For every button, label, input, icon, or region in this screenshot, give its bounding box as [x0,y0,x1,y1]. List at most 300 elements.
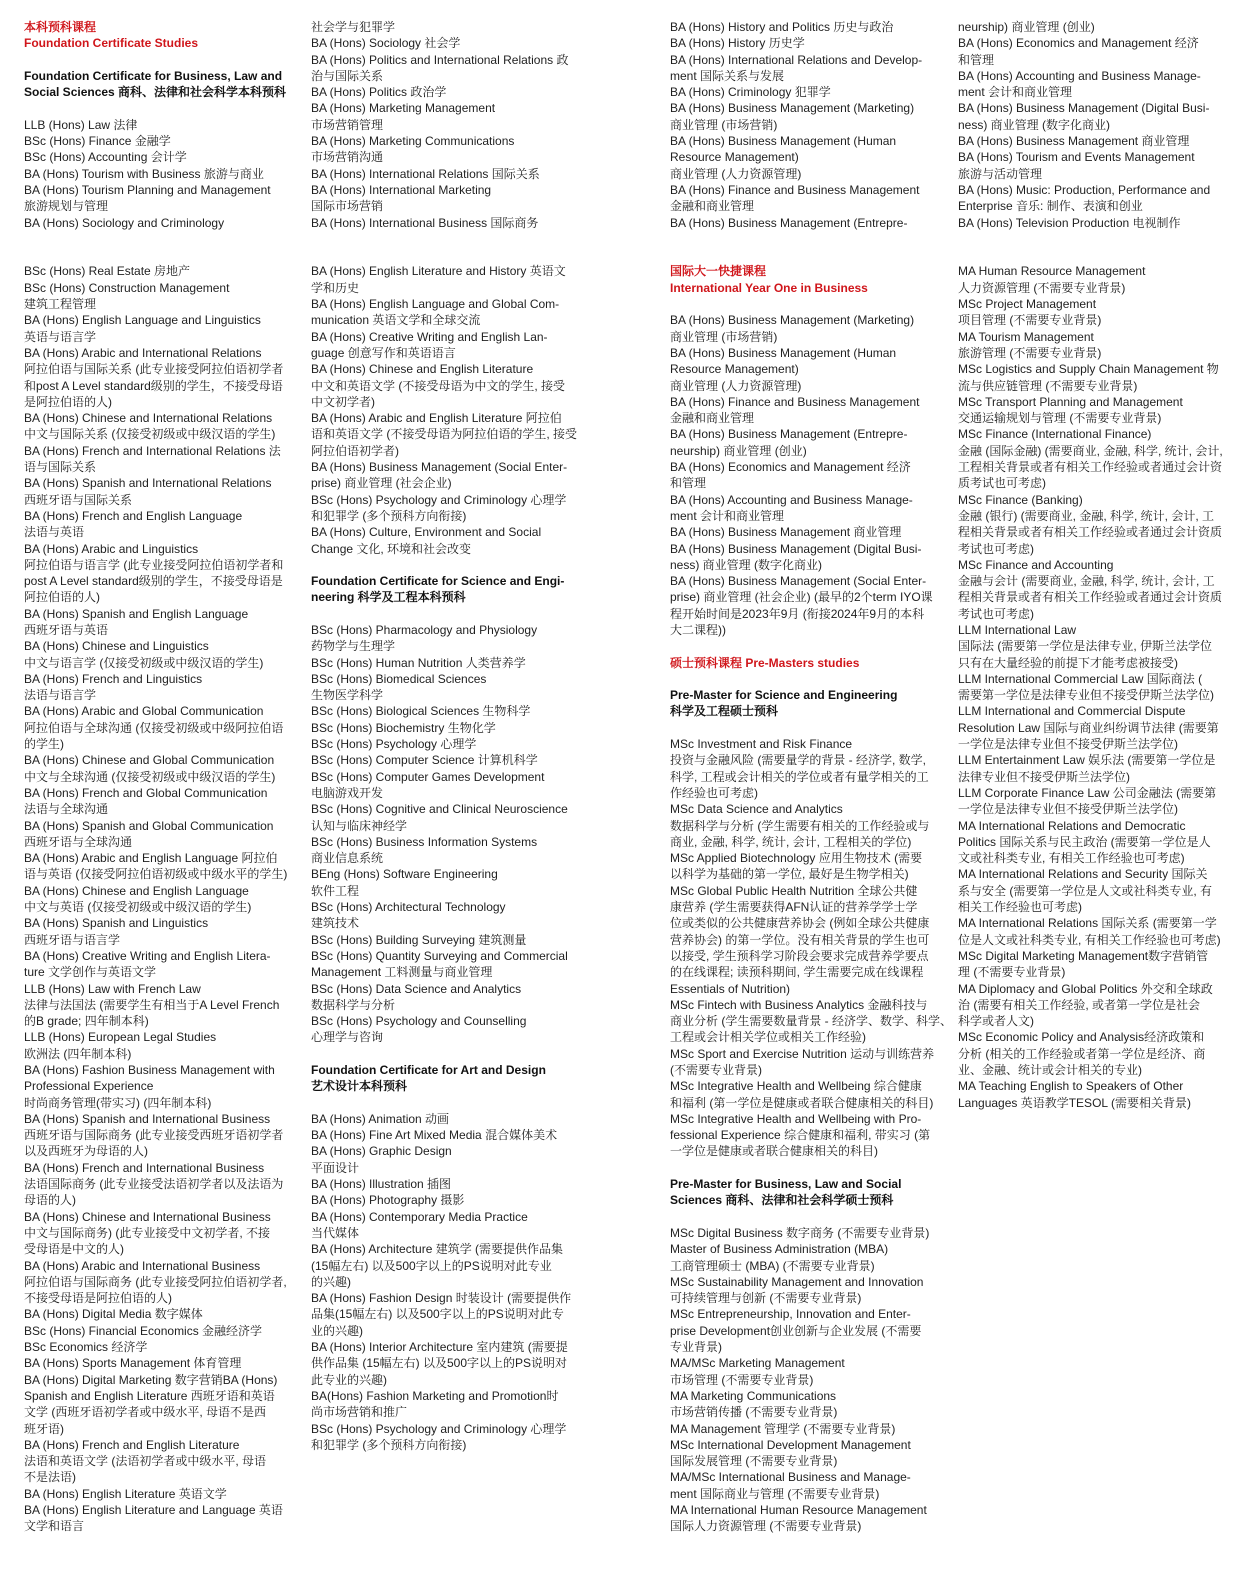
spacer [311,1095,573,1111]
course-line: BA (Hons) Business Management 商业管理 [670,525,902,540]
course-line: MA Tourism Management [958,329,1094,344]
course-line: 文学 (西班牙语初学者或中级水平, 母语不是西 [24,1405,266,1420]
course-line: 国际人力资源管理 (不需要专业背景) [670,1519,862,1534]
spacer [24,247,286,263]
course-line: 以接受, 学生预科学习阶段会要求完成营养学要点 [670,948,929,963]
course-line: BSc (Hons) Psychology 心理学 [311,737,477,752]
course-line: BSc (Hons) Architectural Technology [311,900,506,915]
course-line: Enterprise 音乐: 制作、表演和创业 [958,199,1143,214]
course-line: 位或类似的公共健康营养协会 (例如全球公共健康 [670,916,930,931]
course-line: prise Development创业创新与企业发展 (不需要 [670,1323,922,1338]
subsection-heading: Foundation Certificate for Science and Engi- [311,574,565,589]
course-line: 语与国际关系 [24,460,97,475]
course-line: 学和历史 [311,280,360,295]
course-line: BA (Hons) Fashion Business Management with [24,1063,275,1077]
subsection-heading: Foundation Certificate for Art and Design [311,1063,546,1077]
course-line: MA/MSc International Business and Manage- [670,1470,911,1485]
course-line: 可持续管理与创新 (不需要专业背景) [670,1291,862,1306]
course-line: BA (Hons) Finance and Business Management [670,394,920,409]
course-line: 考试也可考虑) [958,606,1034,621]
course-line: BA (Hons) Business Management (Human [670,345,897,360]
course-line: 中文与国际关系 (仅接受初级或中级汉语的学生) [24,427,276,442]
course-line: 的学生) [24,737,64,752]
spacer [958,247,1220,263]
course-line: 作经验也可考虑) [670,785,758,800]
course-line: BSc (Hons) Biochemistry 生物化学 [311,720,496,735]
course-line: BA (Hons) French and Linguistics [24,671,203,686]
course-line: 生物医学科学 [311,688,384,703]
section-heading: Foundation Certificate Studies [24,36,199,51]
course-line: MSc Logistics and Supply Chain Management 物 [958,362,1219,377]
course-line: 商业管理 (人力资源管理) [670,378,802,393]
course-line: ture 文学创作与英语文学 [24,965,157,980]
course-line: MSc Integrative Health and Wellbeing with Pro- [670,1111,922,1126]
course-line: 交通运输规划与管理 (不需要专业背景) [958,411,1162,426]
course-line: BSc (Hons) Human Nutrition 人类营养学 [311,655,526,670]
course-line: 只有在大量经验的前提下才能考虑被接受) [958,655,1178,670]
course-line: BA (Hons) Business Management 商业管理 [958,134,1190,149]
course-line: 以科学为基础的第一学位, 最好是生物学相关) [670,867,909,882]
spacer [670,1209,932,1225]
course-line: BA (Hons) Arabic and English Language 阿拉伯 [24,851,278,866]
course-line: 国际市场营销 [311,199,384,214]
course-line: BA (Hons) Business Management (Human [670,134,897,149]
course-line: 的在线课程; 读预科期间, 学生需要完成在线课程 [670,965,924,980]
course-line: 市场营销沟通 [311,150,384,165]
course-line: 中文与国际商务) (此专业接受中文初学者, 不接 [24,1225,270,1240]
course-line: BA (Hons) Business Management (Entrepre- [670,215,908,230]
course-line: 市场管理 (不需要专业背景) [670,1372,814,1387]
course-line: MA International Relations and Security 国际关 [958,867,1208,882]
course-line: 西班牙语与国际商务 (此专业接受西班牙语初学者 [24,1128,284,1143]
course-line: 营养协会) 的第一学位。没有相关背景的学生也可 [670,932,930,947]
course-line: 以及西班牙为母语的人) [24,1144,148,1159]
course-line: MA/MSc Marketing Management [670,1356,845,1371]
course-line: BA (Hons) International Relations 国际关系 [311,166,540,181]
spacer [311,606,573,622]
course-line: BA (Hons) French and International Relations 法 [24,443,281,458]
course-line: 一学位是法律专业但不接受伊斯兰法学位) [958,737,1178,752]
course-line: 和福利 (第一学位是健康或者联合健康相关的科目) [670,1095,934,1110]
course-line: Change 文化, 环境和社会改变 [311,541,472,556]
course-line: 国际法 (需要第一学位是法律专业, 伊斯兰法学位 [958,639,1212,654]
section-heading: International Year One in Business [670,280,868,295]
course-line: MSc Sustainability Management and Innovation [670,1274,924,1289]
course-line: 当代媒体 [311,1225,360,1240]
section-heading: 硕士预科课程 Pre-Masters studies [670,655,860,670]
course-line: MSc Digital Business 数字商务 (不需要专业背景) [670,1225,930,1240]
course-line: BSc (Hons) Psychology and Criminology 心理学 [311,1421,567,1436]
course-line: BA (Hons) Architecture 建筑学 (需要提供作品集 [311,1242,564,1257]
course-line: MSc International Development Management [670,1437,911,1452]
course-line: BA (Hons) Creative Writing and English Lan- [311,329,548,344]
course-line: 法语国际商务 (此专业接受法语初学者以及法语为 [24,1177,284,1192]
course-line: 系与安全 (需要第一学位是人文或社科类专业, 有 [958,883,1212,898]
course-line: BSc (Hons) Cognitive and Clinical Neuroscience [311,802,568,817]
course-line: BSc (Hons) Building Surveying 建筑测量 [311,932,527,947]
course-line: 中文与语言学 (仅接受初级或中级汉语的学生) [24,655,264,670]
course-line: 国际发展管理 (不需要专业背景) [670,1454,838,1469]
course-line: 位是人文或社科类专业, 有相关工作经验也可考虑) [958,932,1221,947]
course-line: 尚市场营销和推广 [311,1405,408,1420]
course-line: BA (Hons) Contemporary Media Practice [311,1209,528,1224]
course-line: 数据科学与分析 (学生需要有相关的工作经验或与 [670,818,930,833]
spacer [311,231,573,247]
course-line: BA (Hons) Arabic and Global Communication [24,704,264,719]
course-line: 认知与临床神经学 [311,818,408,833]
course-line: 和管理 [670,476,707,491]
course-line: guage 创意写作和英语语言 [311,345,456,360]
course-line: BA (Hons) International Business 国际商务 [311,215,539,230]
course-line: 不接受母语是阿拉伯语的人) [24,1291,172,1306]
course-line: BA (Hons) Business Management (Marketing) [670,313,915,328]
course-line: BSc (Hons) Construction Management [24,280,230,295]
course-line: Politics 国际关系与民主政治 (需要第一学位是人 [958,834,1211,849]
course-line: 旅游管理 (不需要专业背景) [958,345,1102,360]
spacer [24,52,286,68]
course-line: 治与国际关系 [311,68,384,83]
spacer [311,1046,573,1062]
course-line: BA (Hons) English Literature and History 英语文 [311,264,566,279]
course-line: BSc (Hons) Financial Economics 金融经济学 [24,1323,263,1338]
course-line: BA (Hons) English Language and Linguistics [24,313,261,328]
course-line: MSc Digital Marketing Management数字营销管 [958,948,1209,963]
course-line: 业、金融、统计或会计相关的专业) [958,1063,1142,1077]
course-line: Essentials of Nutrition) [670,981,791,996]
course-line: 康营养 (学生需要获得AFN认证的营养学学士学 [670,900,918,915]
course-line: 供作品集 (15幅左右) 以及500字以上的PS说明对 [311,1356,568,1371]
course-line: MA Management 管理学 (不需要专业背景) [670,1421,896,1436]
course-line: 商业管理 (市场营销) [670,329,778,344]
course-line: (不需要专业背景) [670,1063,762,1077]
course-line: 数据科学与分析 [311,997,396,1012]
course-line: ness) 商业管理 (数字化商业) [958,117,1111,132]
course-line: 程开始时间是2023年9月 (衔接2024年9月的本科 [670,606,925,621]
course-line: BA (Hons) English Literature 英语文学 [24,1486,227,1501]
course-line: 不是法语) [24,1470,76,1485]
course-line: BA (Hons) Chinese and Linguistics [24,639,209,654]
subsection-heading: Sciences 商科、法律和社会科学硕士预科 [670,1193,894,1208]
course-line: BA (Hons) Fashion Design 时装设计 (需要提供作 [311,1291,572,1306]
course-line: BA (Hons) Tourism and Events Management [958,150,1195,165]
course-line: BA (Hons) Illustration 插图 [311,1177,452,1192]
course-line: BA (Hons) Creative Writing and English Litera- [24,948,271,963]
course-line: MSc Integrative Health and Wellbeing 综合健康 [670,1079,922,1094]
course-line: MA International Relations and Democratic [958,818,1186,833]
course-line: BA (Hons) History and Politics 历史与政治 [670,20,894,34]
course-line: BA (Hons) History 历史学 [670,36,805,51]
spacer [311,247,573,263]
spacer [670,1160,932,1176]
course-line: 法律与法国法 (需要学生有相当于A Level French [24,997,280,1012]
course-line: LLB (Hons) European Legal Studies [24,1030,217,1045]
course-line: LLM International Commercial Law 国际商法 ( [958,671,1203,686]
course-line: 旅游规划与管理 [24,199,109,214]
course-line: 法语与语言学 [24,688,97,703]
course-line: BA (Hons) Marketing Communications [311,134,515,149]
course-line: BA (Hons) Spanish and International Relations [24,476,272,491]
subsection-heading: Social Sciences 商科、法律和社会科学本科预科 [24,85,287,100]
course-line: 大二课程)) [670,622,726,637]
course-line: 分析 (相关的工作经验或者第一学位是经济、商 [958,1046,1206,1061]
course-line: 和犯罪学 (多个预科方向衔接) [311,1437,467,1452]
course-line: prise) 商业管理 (社会企业) (最早的2个term IYO课 [670,590,933,605]
course-line: Spanish and English Literature 西班牙语和英语 [24,1388,275,1403]
course-line: 旅游与活动管理 [958,166,1043,181]
course-line: MSc Data Science and Analytics [670,802,843,817]
course-line: 西班牙语与语言学 [24,932,121,947]
course-line: MSc Sport and Exercise Nutrition 运动与训练营养 [670,1046,935,1061]
course-line: 法语与英语 [24,525,85,540]
course-line: BA (Hons) Spanish and Global Communication [24,818,274,833]
course-line: BA (Hons) Animation 动画 [311,1111,450,1126]
course-line: 工程或会计相关学位或相关工作经验) [670,1030,866,1045]
course-line: ment 会计和商业管理 [670,508,785,523]
course-line: 法律专业但不接受伊斯兰法学位) [958,769,1130,784]
course-line: 和post A Level standard级别的学生，不接受母语 [24,378,283,393]
course-line: BSc (Hons) Psychology and Counselling [311,1014,527,1029]
course-line: MA Human Resource Management [958,264,1146,279]
course-line: MA International Human Resource Management [670,1503,927,1518]
course-line: BA (Hons) Music: Production, Performance and [958,182,1211,197]
course-line: MSc Economic Policy and Analysis经济政策和 [958,1030,1205,1045]
course-line: BA (Hons) Digital Media 数字媒体 [24,1307,203,1322]
course-line: BA (Hons) Politics 政治学 [311,85,447,100]
course-line: 一学位是法律专业但不接受伊斯兰法学位) [958,802,1178,817]
course-line: Master of Business Administration (MBA) [670,1242,889,1257]
course-line: BA (Hons) Spanish and Linguistics [24,916,209,931]
course-line: 阿拉伯语与国际关系 (此专业接受阿拉伯语初学者 [24,362,284,377]
course-line: ment 国际商业与管理 (不需要专业背景) [670,1486,880,1501]
course-line: Resolution Law 国际与商业纠纷调节法律 (需要第 [958,720,1219,735]
course-line: BSc (Hons) Computer Science 计算机科学 [311,753,538,768]
course-line: prise) 商业管理 (社会企业) [311,476,452,491]
course-line: 阿拉伯语与语言学 (此专业接受阿拉伯语初学者和 [24,557,284,572]
course-line: BA (Hons) Arabic and International Business [24,1258,261,1273]
course-line: 金融与会计 (需要商业, 金融, 科学, 统计, 会计, 工 [958,574,1215,589]
course-line: BSc (Hons) Computer Games Development [311,769,545,784]
spacer [670,247,932,263]
course-line: BSc (Hons) Business Information Systems [311,834,538,849]
course-line: 工商管理硕士 (MBA) (不需要专业背景) [670,1258,875,1273]
course-line: 语与英语 (仅接受阿拉伯语初级或中级水平的学生) [24,867,288,882]
course-line: 此专业的兴趣) [311,1372,387,1387]
course-line: 时尚商务管理(带实习) (四年制本科) [24,1095,212,1110]
course-line: 文或社科类专业, 有相关工作经验也可考虑) [958,851,1185,866]
course-line: BA (Hons) Criminology 犯罪学 [670,85,831,100]
course-line: 建筑技术 [311,916,360,931]
course-line: BA (Hons) Finance and Business Management [670,182,920,197]
spacer [958,231,1220,247]
course-line: LLB (Hons) Law with French Law [24,981,201,996]
course-line: 程相关背景或者有相关工作经验或者通过会计资质 [958,525,1223,540]
course-line: BA (Hons) French and English Language [24,508,243,523]
course-line: MSc Finance (International Finance) [958,427,1152,442]
course-line: BSc Economics 经济学 [24,1340,148,1355]
course-line: BA (Hons) Interior Architecture 室内建筑 (需要提 [311,1340,568,1355]
course-line: 英语与语言学 [24,329,97,344]
course-line: neurship) 商业管理 (创业) [958,20,1095,34]
subsection-heading: neering 科学及工程本科预科 [311,590,466,605]
course-line: BSc (Hons) Data Science and Analytics [311,981,522,996]
course-line: 金融 (国际金融) (需要商业, 金融, 科学, 统计, 会计, [958,443,1223,458]
course-line: MA International Relations 国际关系 (需要第一学 [958,916,1217,931]
course-line: BA (Hons) Arabic and Linguistics [24,541,199,556]
course-line: BA (Hons) Economics and Management 经济 [670,460,911,475]
course-line: 商业信息系统 [311,851,384,866]
course-line: 人力资源管理 (不需要专业背景) [958,280,1126,295]
course-line: 中文初学者) [311,394,375,409]
subsection-heading: 艺术设计本科预科 [311,1079,408,1094]
course-line: BSc (Hons) Biological Sciences 生物科学 [311,704,531,719]
course-line: Management 工料测量与商业管理 [311,965,493,980]
course-line: munication 英语文学和全球交流 [311,313,481,328]
course-line: BA (Hons) Chinese and English Literature [311,362,534,377]
course-line: neurship) 商业管理 (创业) [670,443,807,458]
course-line: 相关工作经验也可考虑) [958,900,1082,915]
course-line: ness) 商业管理 (数字化商业) [670,557,823,572]
course-line: 中文与英语 (仅接受初级或中级汉语的学生) [24,900,252,915]
course-line: Resource Management) [670,150,799,165]
course-line: (15幅左右) 以及500字以上的PS说明对此专业 [311,1258,552,1273]
course-line: 一学位是健康或者联合健康相关的科目) [670,1144,878,1159]
course-line: 的兴趣) [311,1274,351,1289]
course-line: BA (Hons) Business Management (Social Enter- [311,460,568,475]
course-line: BA (Hons) Chinese and English Language [24,883,249,898]
course-line: 商业管理 (市场营销) [670,117,778,132]
course-line: MSc Entrepreneurship, Innovation and Enter- [670,1307,911,1322]
course-line: Professional Experience [24,1079,154,1094]
subsection-heading: Pre-Master for Science and Engineering [670,688,898,703]
column-1 [24,19,286,1535]
course-line: 科学, 工程或会计相关的学位或者有量学相关的工 [670,769,929,784]
section-heading: 本科预科课程 [24,20,97,34]
course-line: 商业管理 (人力资源管理) [670,166,802,181]
course-line: LLM International Law [958,622,1077,637]
course-line: MSc Transport Planning and Management [958,394,1183,409]
course-line: LLM International and Commercial Dispute [958,704,1186,719]
course-line: MSc Applied Biotechnology 应用生物技术 (需要 [670,851,923,866]
course-line: BA (Hons) Politics and International Relations 政 [311,52,569,67]
course-line: BSc (Hons) Accounting 会计学 [24,150,187,165]
course-line: 欧洲法 (四年制本科) [24,1046,132,1061]
course-line: BA (Hons) English Language and Global Com- [311,297,560,312]
course-line: 需要第一学位是法律专业但不接受伊斯兰法学位) [958,688,1214,703]
course-line: 软件工程 [311,883,360,898]
course-line: BA (Hons) Fine Art Mixed Media 混合媒体美术 [311,1128,558,1143]
course-line: BA (Hons) Economics and Management 经济 [958,36,1199,51]
course-line: 电脑游戏开发 [311,785,384,800]
course-line: 项目管理 (不需要专业背景) [958,313,1102,328]
course-line: BA (Hons) Spanish and English Language [24,606,249,621]
course-line: 语和英语文学 (不接受母语为阿拉伯语的学生, 接受 [311,427,577,442]
course-line: BSc (Hons) Pharmacology and Physiology [311,622,538,637]
course-line: BA (Hons) Accounting and Business Manage- [958,68,1201,83]
course-line: 金融和商业管理 [670,411,755,426]
course-line: Resource Management) [670,362,799,377]
course-line: BA (Hons) Sociology and Criminology [24,215,225,230]
spacer [311,557,573,573]
course-line: BA (Hons) Sports Management 体育管理 [24,1356,242,1371]
course-line: BSc (Hons) Psychology and Criminology 心理学 [311,492,567,507]
course-line: 中文与全球沟通 (仅接受初级或中级汉语的学生) [24,769,276,784]
course-line: 程相关背景或者有相关工作经验或者通过会计资质 [958,590,1223,605]
course-line: 中文和英语文学 (不接受母语为中文的学生, 接受 [311,378,565,393]
course-line: BSc (Hons) Real Estate 房地产 [24,264,191,279]
course-line: 金融 (银行) (需要商业, 金融, 科学, 统计, 会计, 工 [958,508,1214,523]
subsection-heading: Foundation Certificate for Business, Law and [24,68,283,83]
column-2 [311,19,577,1453]
course-line: 专业背景) [670,1340,722,1355]
course-line: BA (Hons) Culture, Environment and Social [311,525,542,540]
course-line: 西班牙语与全球沟通 [24,834,133,849]
course-line: post A Level standard级别的学生，不接受母语是 [24,574,283,589]
course-line: LLB (Hons) Law 法律 [24,117,138,132]
course-line: ment 国际关系与发展 [670,68,785,83]
course-line: BA (Hons) English Literature and Language 英语 [24,1503,283,1518]
course-line: MSc Investment and Risk Finance [670,737,853,752]
course-line: MSc Finance and Accounting [958,557,1114,572]
course-line: BA (Hons) Tourism with Business 旅游与商业 [24,166,264,181]
course-line: 商业分析 (学生需要数量背景 - 经济学、数学、科学、 [670,1014,952,1029]
course-line: BA (Hons) Business Management (Digital Busi- [958,101,1210,116]
course-line: 业的兴趣) [311,1323,363,1338]
course-line: 药物学与生理学 [311,639,396,654]
course-line: BSc (Hons) Finance 金融学 [24,134,171,149]
course-line: 工程相关背景或者有相关工作经验或者通过会计资 [958,460,1223,475]
course-line: 社会学与犯罪学 [311,20,396,34]
spacer [670,638,932,654]
course-line: 质考试也可考虑) [958,476,1046,491]
course-line: BA (Hons) Accounting and Business Manage- [670,492,913,507]
course-line: 和管理 [958,52,995,67]
course-line: BSc (Hons) Quantity Surveying and Commercial [311,948,568,963]
course-line: 市场营销管理 [311,117,384,132]
course-line: 是阿拉伯语的人) [24,394,112,409]
course-line: 班牙语) [24,1421,64,1436]
spacer [24,231,286,247]
course-line: BA (Hons) Arabic and International Relations [24,345,262,360]
course-line: MSc Global Public Health Nutrition 全球公共健 [670,883,918,898]
course-line: BA (Hons) Sociology 社会学 [311,36,461,51]
spacer [670,231,932,247]
course-line: MA Teaching English to Speakers of Other [958,1079,1184,1094]
course-line: MA Diplomacy and Global Politics 外交和全球政 [958,981,1213,996]
course-line: MSc Finance (Banking) [958,492,1083,507]
course-line: BA (Hons) Business Management (Digital Busi- [670,541,922,556]
course-line: MA Marketing Communications [670,1388,837,1403]
course-line: 的B grade; 四年制本科) [24,1014,149,1029]
course-line: BA (Hons) French and English Literature [24,1437,240,1452]
course-line: 品集(15幅左右) 以及500字以上的PS说明对此专 [311,1307,564,1322]
course-line: 和犯罪学 (多个预科方向衔接) [311,508,467,523]
course-line: 阿拉伯语的人) [24,590,100,605]
course-line: 法语与全球沟通 [24,802,109,817]
course-line: MSc Project Management [958,297,1097,312]
course-line: fessional Experience 综合健康和福利, 带实习 (第 [670,1128,931,1143]
course-line: BSc (Hons) Biomedical Sciences [311,671,487,686]
course-line: 科学或者人文) [958,1014,1034,1029]
course-line: BA (Hons) Business Management (Social Enter- [670,574,927,589]
course-line: 理 (不需要专业背景) [958,965,1066,980]
course-line: Languages 英语教学TESOL (需要相关背景) [958,1095,1191,1110]
course-line: 文学和语言 [24,1519,85,1534]
course-line: 考试也可考虑) [958,541,1034,556]
course-line: BA (Hons) Television Production 电视制作 [958,215,1181,230]
course-line: 受母语是中文的人) [24,1242,124,1257]
spacer [24,100,286,116]
subsection-heading: Pre-Master for Business, Law and Social [670,1177,902,1192]
